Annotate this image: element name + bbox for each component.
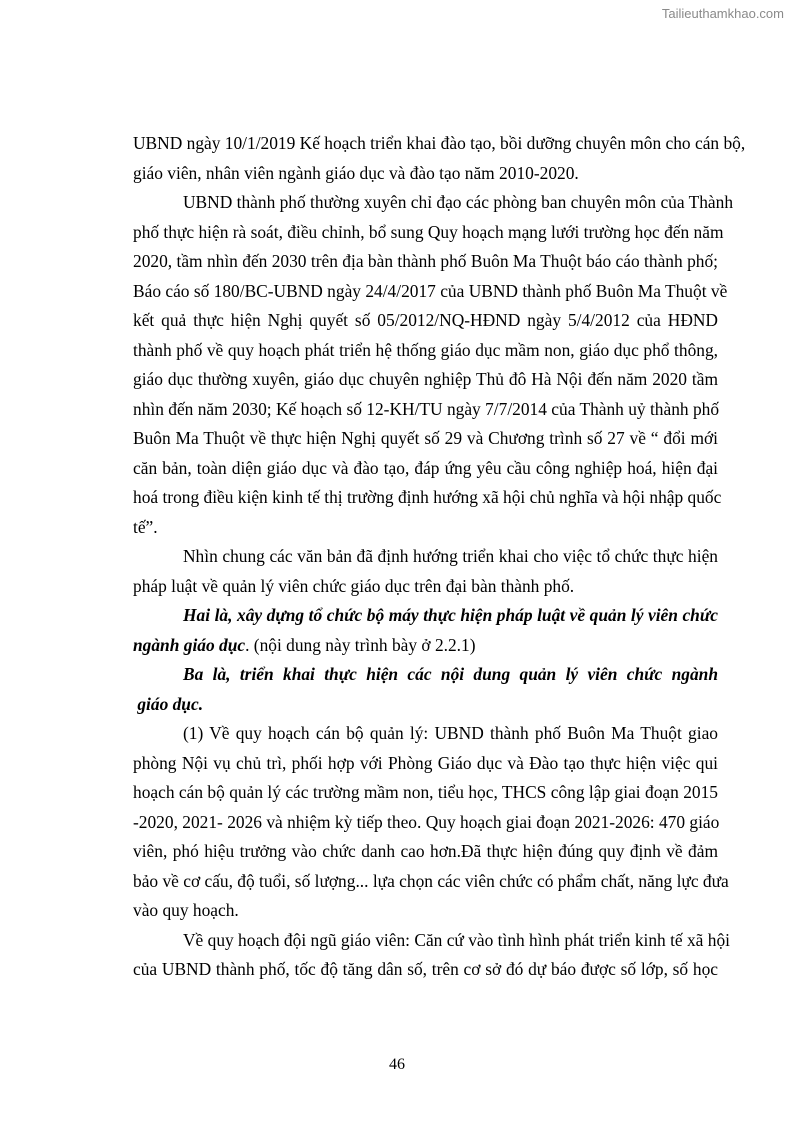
- text-line: 2020, tầm nhìn đến 2030 trên địa bàn thành phố Buôn Ma Thuột báo cáo thành phố;: [133, 251, 718, 271]
- text-line: phòng Nội vụ chủ trì, phối hợp với Phòng Giáo dục và Đào tạo thực hiện việc qui: [133, 752, 718, 773]
- text-line: vào quy hoạch.: [133, 900, 239, 920]
- text-line: hoá trong điều kiện kinh tế thị trường định hướng xã hội chủ nghĩa và hội nhập quốc: [133, 487, 722, 507]
- page-number: 46: [389, 1056, 405, 1073]
- text-line: căn bản, toàn diện giáo dục và đào tạo, đáp ứng yêu cầu công nghiệp hoá, hiện đại: [133, 457, 718, 478]
- text-line: bảo về cơ cấu, độ tuổi, số lượng... lựa chọn các viên chức có phẩm chất, năng lực đưa: [133, 870, 729, 891]
- text-line: kết quả thực hiện Nghị quyết số 05/2012/NQ-HĐND ngày 5/4/2012 của HĐND: [133, 310, 718, 330]
- text-line: giáo dục thường xuyên, giáo dục chuyên nghiệp Thủ đô Hà Nội đến năm 2020 tầm: [133, 369, 718, 389]
- text-line: nhìn đến năm 2030; Kế hoạch số 12-KH/TU ngày 7/7/2014 của Thành uỷ thành phố: [133, 398, 720, 419]
- text-line: -2020, 2021- 2026 và nhiệm kỳ tiếp theo. Quy hoạch giai đoạn 2021-2026: 470 giáo: [133, 811, 720, 832]
- text-fragment: . (nội dung này trình bày ở 2.2.1): [245, 634, 476, 655]
- text-line: viên, phó hiệu trưởng vào chức danh cao hơn.Đã thực hiện đúng quy định về đảm: [133, 841, 718, 861]
- heading-line: giáo dục.: [133, 693, 204, 714]
- text-line: Về quy hoạch đội ngũ giáo viên: Căn cứ vào tình hình phát triển kinh tế xã hội: [183, 929, 730, 950]
- text-line: (1) Về quy hoạch cán bộ quản lý: UBND thành phố Buôn Ma Thuột giao: [183, 723, 718, 743]
- text-line: của UBND thành phố, tốc độ tăng dân số, trên cơ sở đó dự báo được số lớp, số học: [133, 959, 718, 979]
- text-line: tế”.: [133, 516, 158, 537]
- text-line: Buôn Ma Thuột về thực hiện Nghị quyết số 29 và Chương trình số 27 về “ đổi mới: [133, 428, 718, 448]
- text-line: thành phố về quy hoạch phát triển hệ thống giáo dục mầm non, giáo dục phổ thông,: [133, 339, 718, 360]
- text-line: UBND ngày 10/1/2019 Kế hoạch triển khai đào tạo, bồi dưỡng chuyên môn cho cán bộ,: [133, 133, 746, 153]
- text-line: Báo cáo số 180/BC-UBND ngày 24/4/2017 của UBND thành phố Buôn Ma Thuột về: [133, 280, 728, 301]
- text-line: UBND thành phố thường xuyên chỉ đạo các phòng ban chuyên môn của Thành: [183, 192, 734, 212]
- text-line: Nhìn chung các văn bản đã định hướng triển khai cho việc tổ chức thực hiện: [183, 546, 718, 566]
- text-line: hoạch cán bộ quản lý các trường mầm non, tiểu học, THCS công lập giai đoạn 2015: [133, 782, 718, 802]
- text-line: giáo viên, nhân viên ngành giáo dục và đào tạo năm 2010-2020.: [133, 162, 579, 183]
- text-line: [133, 631, 718, 661]
- text-line: phố thực hiện rà soát, điều chỉnh, bổ sung Quy hoạch mạng lưới trường học đến năm: [133, 221, 724, 242]
- heading-line: Ba là, triển khai thực hiện các nội dung quản lý viên chức ngành: [183, 664, 718, 684]
- heading-line: Hai là, xây dựng tổ chức bộ máy thực hiện pháp luật về quản lý viên chức: [183, 605, 718, 625]
- document-body: [133, 129, 746, 985]
- heading-fragment: ngành giáo dục: [133, 634, 246, 655]
- watermark: Tailieuthamkhao.com: [661, 6, 784, 21]
- text-line: pháp luật về quản lý viên chức giáo dục trên đại bàn thành phố.: [133, 575, 575, 596]
